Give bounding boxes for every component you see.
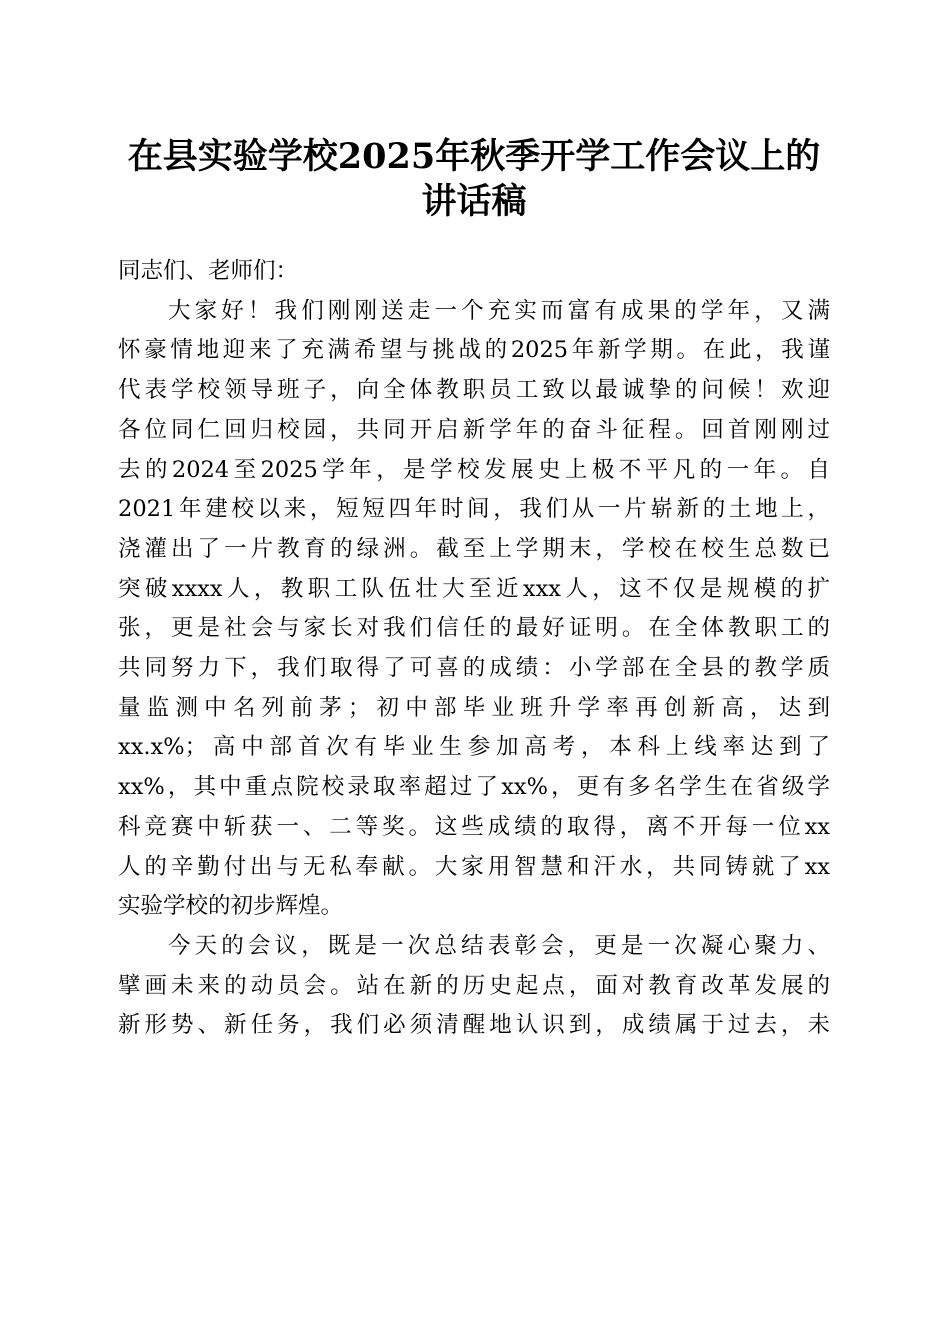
text-line: 各位同仁回归校园，共同开启新学年的奋斗征程。回首刚刚过 — [118, 416, 830, 443]
document-body — [118, 252, 830, 1046]
text-line: 浇灌出了一片教育的绿洲。截至上学期末，学校在校生总数已 — [118, 535, 830, 562]
title-line: 讲话稿 — [421, 181, 527, 222]
paragraph-1 — [118, 292, 830, 927]
text-line: 代表学校领导班子，向全体教职员工致以最诚挚的问候！欢迎 — [118, 377, 830, 404]
text-line: 2021年建校以来，短短四年时间，我们从一片崭新的土地上， — [118, 496, 830, 523]
text-line: 突破xxxx人，教职工队伍壮大至近xxx人，这不仅是规模的扩 — [118, 575, 830, 602]
title-line: 在县实验学校2025年秋季开学工作会议上的 — [127, 136, 821, 177]
text-line: 张，更是社会与家长对我们信任的最好证明。在全体教职工的 — [118, 615, 830, 642]
paragraph-2 — [118, 927, 830, 1046]
text-line: 怀豪情地迎来了充满希望与挑战的2025年新学期。在此，我谨 — [118, 337, 830, 364]
document-title — [118, 134, 830, 224]
text-line: 新形势、新任务，我们必须清醒地认识到，成绩属于过去，未 — [118, 1012, 830, 1039]
text-line: 人的辛勤付出与无私奉献。大家用智慧和汗水，共同铸就了xx — [118, 853, 830, 880]
text-line: 共同努力下，我们取得了可喜的成绩：小学部在全县的教学质 — [118, 655, 830, 682]
text-line: 今天的会议，既是一次总结表彰会，更是一次凝心聚力、 — [168, 932, 830, 959]
text-line: xx%，其中重点院校录取率超过了xx%，更有多名学生在省级学 — [118, 774, 830, 801]
text-line: 去的2024至2025学年，是学校发展史上极不平凡的一年。自 — [118, 456, 830, 483]
text-line: 科竞赛中斩获一、二等奖。这些成绩的取得，离不开每一位xx — [118, 813, 830, 840]
text-line: xx.x%；高中部首次有毕业生参加高考，本科上线率达到了 — [118, 734, 830, 761]
text-line: 实验学校的初步辉煌。 — [118, 893, 344, 920]
salutation: 同志们、老师们： — [118, 258, 299, 284]
text-line: 大家好！我们刚刚送走一个充实而富有成果的学年，又满 — [168, 297, 830, 324]
text-line: 擘画未来的动员会。站在新的历史起点，面对教育改革发展的 — [118, 972, 830, 999]
text-line: 量监测中名列前茅；初中部毕业班升学率再创新高，达到 — [118, 694, 830, 721]
